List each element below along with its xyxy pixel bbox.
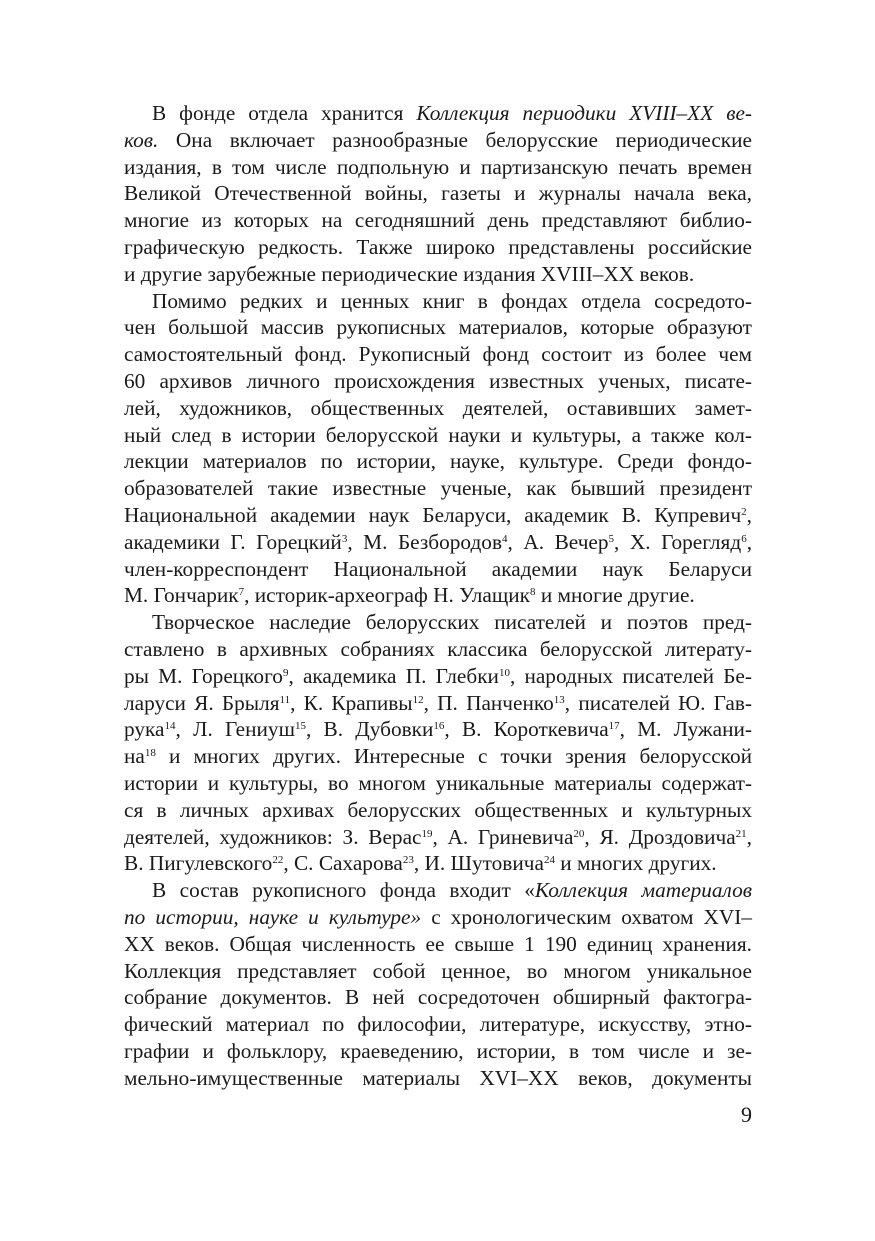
text-run: , Х. Горегляд	[614, 529, 742, 554]
text-line	[124, 180, 752, 207]
text-run: , писателей Ю. Гав-	[564, 690, 753, 715]
text-line	[124, 154, 752, 181]
text-run: и другие зарубежные периодические издания XVIII–XX веков.	[124, 261, 695, 286]
text-run: В. Пигулевского	[124, 851, 273, 876]
footnote-ref: 5	[608, 532, 615, 545]
text-run: 60 архивов личного происхождения известных ученых, писате-	[124, 368, 752, 393]
text-run: , народных писателей Бе-	[509, 663, 752, 688]
text-run: ,	[746, 529, 753, 554]
footnote-ref: 8	[530, 586, 536, 599]
footnote-ref: 23	[402, 854, 414, 867]
text-run: В фонде отдела хранится	[152, 101, 417, 125]
text-line	[124, 931, 752, 958]
footnote-ref: 11	[279, 693, 291, 706]
text-run: ,	[746, 824, 752, 849]
footnote-ref: 17	[608, 720, 620, 733]
text-line	[124, 127, 752, 154]
text-run: Национальной академии наук Беларуси, академик В. Купревич	[124, 502, 742, 527]
text-line	[124, 314, 752, 341]
text-line	[124, 475, 752, 502]
paragraph	[124, 609, 752, 877]
italic-text: Коллекция периодики XVIII–XX ве-	[416, 101, 752, 125]
text-run: XX веков. Общая численность ее свыше 1 190 единиц хранения.	[124, 931, 752, 956]
text-run: многие из которых на сегодняшний день представляют библио-	[124, 208, 752, 233]
text-run: и многих других. Интересные с точки зрения белорусской	[155, 744, 752, 769]
footnote-ref: 21	[735, 827, 747, 840]
text-line	[124, 797, 752, 824]
text-run: академики Г. Горецкий	[124, 529, 342, 554]
text-run: , А. Вечер	[507, 529, 609, 554]
text-run: образователей такие известные ученые, как бывший президент	[124, 476, 752, 501]
text-line	[124, 395, 752, 422]
text-run: ларуси Я. Брыля	[124, 690, 280, 715]
paragraph	[124, 877, 752, 1091]
text-line	[124, 609, 752, 636]
footnote-ref: 18	[144, 747, 156, 760]
footnote-ref: 20	[573, 827, 585, 840]
text-run: деятелей, художников: З. Верас	[124, 824, 422, 849]
paragraph	[124, 288, 752, 610]
footnote-ref: 19	[421, 827, 433, 840]
italic-text: ков.	[124, 127, 159, 152]
text-line	[124, 234, 752, 261]
body-text	[124, 100, 752, 1091]
text-run: чен большой массив рукописных материалов, которые образуют	[124, 315, 752, 340]
text-line	[124, 824, 752, 851]
text-line	[124, 743, 752, 770]
text-line	[124, 1038, 752, 1065]
text-run: , Я. Дроздовича	[584, 824, 736, 849]
text-line	[124, 984, 752, 1011]
text-run: графическую редкость. Также широко представлены российские	[124, 234, 752, 259]
text-line	[124, 502, 752, 529]
text-run: графии и фольклору, краеведению, истории, в том числе и зе-	[124, 1038, 752, 1063]
footnote-ref: 22	[272, 854, 284, 867]
text-run: издания, в том числе подпольную и партизанскую печать времен	[124, 154, 752, 179]
text-run: Великой Отечественной войны, газеты и журналы начала века,	[124, 181, 752, 206]
text-run: фический материал по философии, литературе, искусству, этно-	[124, 1012, 752, 1037]
text-run: член-корреспондент Национальной академии наук Беларуси	[124, 556, 752, 581]
footnote-ref: 15	[294, 720, 306, 733]
text-line	[124, 770, 752, 797]
text-run: , академика П. Глебки	[288, 663, 499, 688]
text-run: , Л. Гениуш	[175, 717, 295, 742]
text-run: ры М. Горецкого	[124, 663, 283, 688]
text-run: В состав рукописного фонда входит «	[152, 878, 535, 903]
text-line	[124, 663, 752, 690]
paragraph	[124, 100, 752, 288]
footnote-ref: 3	[341, 532, 348, 545]
footnote-ref: 12	[412, 693, 424, 706]
text-run: истории и культуры, во многом уникальные материалы содержат-	[124, 770, 752, 795]
text-line	[124, 368, 752, 395]
footnote-ref: 7	[238, 586, 245, 599]
text-run: , И. Шутовича	[413, 851, 544, 876]
footnote-ref: 4	[502, 532, 508, 545]
text-line	[124, 422, 752, 449]
text-line	[124, 556, 752, 583]
italic-text: по истории, науке и культуре»	[124, 904, 422, 929]
text-run: , П. Панченко	[423, 690, 554, 715]
text-line	[124, 341, 752, 368]
text-run: ,	[746, 502, 752, 527]
text-run: , С. Сахарова	[283, 851, 403, 876]
text-line	[124, 261, 752, 288]
text-line	[124, 582, 752, 609]
text-run: ся в личных архивах белорусских общественных и культурных	[124, 797, 752, 822]
footnote-ref: 16	[433, 720, 445, 733]
footnote-ref: 9	[282, 666, 289, 679]
text-line	[124, 1065, 752, 1092]
text-run: собрание документов. В ней сосредоточен обширный фактогра-	[124, 985, 752, 1010]
italic-text: Коллекция материалов	[534, 878, 752, 903]
text-line	[124, 529, 752, 556]
footnote-ref: 10	[498, 666, 510, 679]
text-run: Она включает разнообразные белорусские периодические	[158, 127, 752, 152]
text-line	[124, 100, 752, 127]
text-run: на	[124, 744, 145, 769]
text-run: ный след в истории белорусской науки и культуры, а также кол-	[124, 422, 752, 447]
text-run: М. Гончарик	[124, 583, 239, 608]
text-run: , В. Дубовки	[305, 717, 434, 742]
text-line	[124, 877, 752, 904]
text-run: , М. Безбородов	[347, 529, 503, 554]
text-line	[124, 850, 752, 877]
text-run: , К. Крапивы	[290, 690, 413, 715]
footnote-ref: 24	[543, 854, 555, 867]
text-line	[124, 636, 752, 663]
text-run: и многих других.	[554, 851, 717, 876]
text-run: и многие другие.	[535, 583, 695, 608]
text-line	[124, 690, 752, 717]
text-run: с хронологическим охватом XVI–	[421, 904, 752, 929]
footnote-ref: 2	[741, 505, 747, 518]
text-line	[124, 716, 752, 743]
text-run: Творческое наследие белорусских писателей и поэтов пред-	[152, 610, 752, 635]
footnote-ref: 14	[164, 720, 176, 733]
text-line	[124, 1011, 752, 1038]
text-run: лекции материалов по истории, науке, культуре. Среди фондо-	[124, 449, 752, 474]
text-run: мельно-имущественные материалы XVI–XX веков, документы	[124, 1065, 752, 1090]
text-run: , историк-археограф Н. Улащик	[244, 583, 531, 608]
text-run: Коллекция представляет собой ценное, во многом уникальное	[124, 958, 752, 983]
text-line	[124, 904, 752, 931]
text-line	[124, 448, 752, 475]
text-line	[124, 958, 752, 985]
page-number: 9	[741, 1102, 752, 1127]
text-run: Помимо редких и ценных книг в фондах отдела сосредото-	[152, 288, 752, 313]
text-run: , В. Короткевича	[444, 717, 609, 742]
footnote-ref: 6	[741, 532, 747, 545]
text-run: , М. Лужани-	[619, 717, 752, 742]
text-line	[124, 288, 752, 315]
text-line	[124, 207, 752, 234]
text-run: , А. Гриневича	[432, 824, 574, 849]
text-run: лей, художников, общественных деятелей, оставивших замет-	[124, 395, 752, 420]
text-run: рука	[124, 717, 165, 742]
footnote-ref: 13	[553, 693, 565, 706]
text-run: ставлено в архивных собраниях классика белорусской литерату-	[124, 636, 752, 661]
text-run: самостоятельный фонд. Рукописный фонд состоит из более чем	[124, 342, 752, 367]
